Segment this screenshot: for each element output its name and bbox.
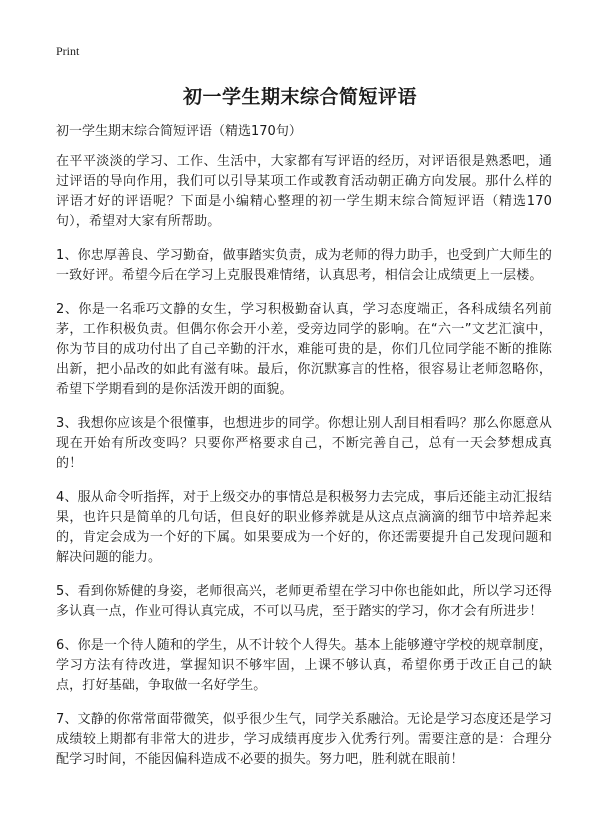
comment-paragraph-6: 6、你是一个待人随和的学生，从不计较个人得失。基本上能够遵守学校的规章制度，学习方法有待改进，掌握知识不够牢固，上课不够认真，希望你勇于改正自己的缺点，打好基础，争取做一名好学生。 <box>56 638 552 693</box>
comment-paragraph-5: 5、看到你矫健的身姿，老师很高兴，老师更希望在学习中你也能如此，所以学习还得多认真一点，作业可得认真完成，不可以马虎，至于踏实的学习，你才会有所进步！ <box>56 584 552 619</box>
comment-paragraph-7: 7、文静的你常常面带微笑，似乎很少生气，同学关系融洽。无论是学习态度还是学习成绩较上期都有非常大的进步，学习成绩再度步入优秀行列。需要注意的是：合理分配学习时间，不能因偏科造成不必要的损失。努力吧，胜利就在眼前！ <box>56 712 552 767</box>
document-subtitle: 初一学生期末综合简短评语（精选170句） <box>56 124 302 139</box>
print-link[interactable]: Print <box>56 44 80 58</box>
page-title: 初一学生期末综合简短评语 <box>182 86 417 108</box>
comment-paragraph-2: 2、你是一名乖巧文静的女生，学习积极勤奋认真，学习态度端正，各科成绩名列前茅，工作积极负责。但偶尔你会开小差，受旁边同学的影响。在“六一”文艺汇演中，你为节目的成功付出了自己辛勤的汗水，难能可贵的是，你们几位同学能不断的推陈出新，把小品改的如此有滋有味。最后，你沉默寡言的性格，很容易让老师忽略你，希望下学期看到的是你活泼开朗的面貌。 <box>56 302 552 397</box>
intro-paragraph: 在平平淡淡的学习、工作、生活中，大家都有写评语的经历，对评语很是熟悉吧，通过评语的导向作用，我们可以引导某项工作或教育活动朝正确方向发展。那什么样的评语才好的评语呢？下面是小编精心整理的初一学生期末综合简短评语（精选170句），希望对大家有所帮助。 <box>56 154 552 229</box>
document-body <box>56 152 552 784</box>
comment-paragraph-1: 1、你忠厚善良、学习勤奋，做事踏实负责，成为老师的得力助手，也受到广大师生的一致好评。希望今后在学习上克服畏难情绪，认真思考，相信会让成绩更上一层楼。 <box>56 248 552 283</box>
comment-paragraph-4: 4、服从命令听指挥，对于上级交办的事情总是积极努力去完成，事后还能主动汇报结果，也许只是简单的几句话，但良好的职业修养就是从这点点滴滴的细节中培养起来的，肯定会成为一个好的下属。如果要成为一个好的，你还需要提升自己发现问题和解决问题的能力。 <box>56 490 552 565</box>
comment-paragraph-3: 3、我想你应该是个很懂事，也想进步的同学。你想让别人刮目相看吗？那么你愿意从现在开始有所改变吗？只要你严格要求自己，不断完善自己，总有一天会梦想成真的！ <box>56 416 552 471</box>
